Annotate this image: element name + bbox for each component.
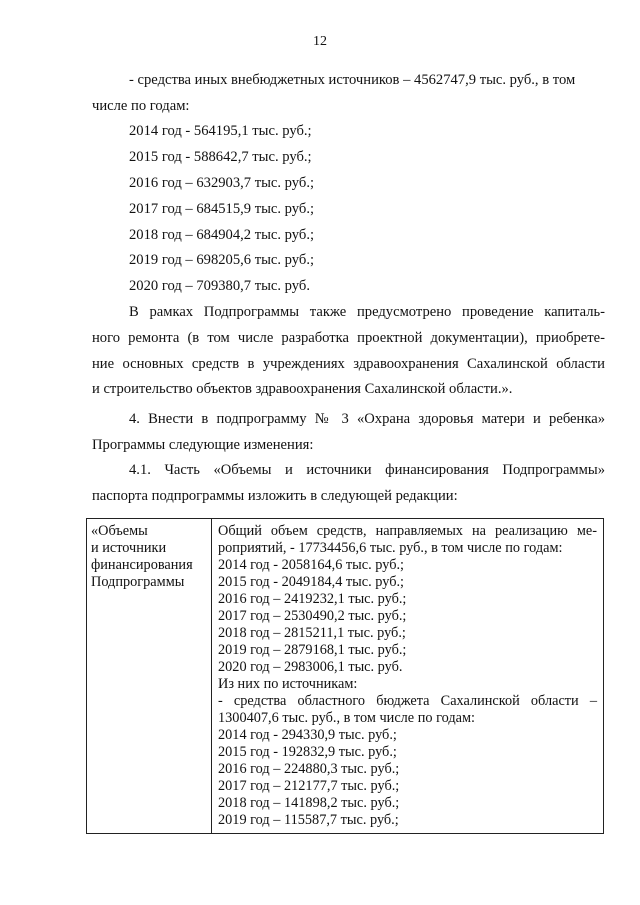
item-4-1-line: паспорта подпрограммы изложить в следующей редакции:	[92, 488, 458, 504]
year-line: 2015 год - 588642,7 тыс. руб.;	[129, 149, 312, 165]
regional-year-line: 2019 год – 115587,7 тыс. руб.;	[218, 812, 399, 828]
paragraph-line: В рамках Подпрограммы также предусмотрено проведение капиталь-	[129, 304, 605, 320]
total-year-line: 2015 год - 2049184,4 тыс. руб.;	[218, 574, 405, 590]
total-year-line: 2016 год – 2419232,1 тыс. руб.;	[218, 591, 407, 607]
year-line: 2020 год – 709380,7 тыс. руб.	[129, 278, 310, 294]
left-cell-line: «Объемы	[91, 523, 148, 539]
item-4-line: 4. Внести в подпрограмму № 3 «Охрана здоровья матери и ребенка»	[129, 411, 605, 427]
sources-label: Из них по источникам:	[218, 676, 358, 692]
item-4-line: Программы следующие изменения:	[92, 437, 314, 453]
year-line: 2018 год – 684904,2 тыс. руб.;	[129, 227, 315, 243]
regional-year-line: 2018 год – 141898,2 тыс. руб.;	[218, 795, 400, 811]
left-cell-line: финансирования	[91, 557, 193, 573]
table-left-cell	[87, 519, 212, 834]
regional-year-line: 2017 год – 212177,7 тыс. руб.;	[218, 778, 400, 794]
regional-year-line: 2016 год – 224880,3 тыс. руб.;	[218, 761, 400, 777]
year-line: 2017 год – 684515,9 тыс. руб.;	[129, 201, 315, 217]
total-year-line: 2017 год – 2530490,2 тыс. руб.;	[218, 608, 407, 624]
regional-line: - средства областного бюджета Сахалинской области –	[218, 693, 597, 709]
paragraph-line: и строительство объектов здравоохранения Сахалинской области.».	[92, 381, 513, 397]
year-line: 2016 год – 632903,7 тыс. руб.;	[129, 175, 315, 191]
total-line: роприятий, - 17734456,6 тыс. руб., в том числе по годам:	[218, 540, 563, 556]
regional-year-line: 2015 год - 192832,9 тыс. руб.;	[218, 744, 397, 760]
item-4-1-line: 4.1. Часть «Объемы и источники финансирования Подпрограммы»	[129, 462, 605, 478]
intro-line-1: - средства иных внебюджетных источников – 4562747,9 тыс. руб., в том	[129, 72, 576, 88]
regional-line: 1300407,6 тыс. руб., в том числе по годам:	[218, 710, 475, 726]
regional-year-line: 2014 год - 294330,9 тыс. руб.;	[218, 727, 397, 743]
intro-line-2: числе по годам:	[92, 98, 190, 114]
page-number: 12	[313, 34, 327, 49]
paragraph-line: ние основных средств в учреждениях здравоохранения Сахалинской области	[92, 356, 605, 372]
total-year-line: 2020 год – 2983006,1 тыс. руб.	[218, 659, 403, 675]
total-line: Общий объем средств, направляемых на реализацию ме-	[218, 523, 597, 539]
paragraph-line: ного ремонта (в том числе разработка проектной документации), приобрете-	[92, 330, 605, 346]
year-line: 2014 год - 564195,1 тыс. руб.;	[129, 123, 312, 139]
left-cell-line: и источники	[91, 540, 167, 556]
passport-table	[86, 518, 604, 834]
year-line: 2019 год – 698205,6 тыс. руб.;	[129, 252, 315, 268]
left-cell-line: Подпрограммы	[91, 574, 185, 590]
total-year-line: 2014 год - 2058164,6 тыс. руб.;	[218, 557, 405, 573]
table-right-cell	[212, 519, 604, 834]
total-year-line: 2018 год – 2815211,1 тыс. руб.;	[218, 625, 406, 641]
total-year-line: 2019 год – 2879168,1 тыс. руб.;	[218, 642, 407, 658]
